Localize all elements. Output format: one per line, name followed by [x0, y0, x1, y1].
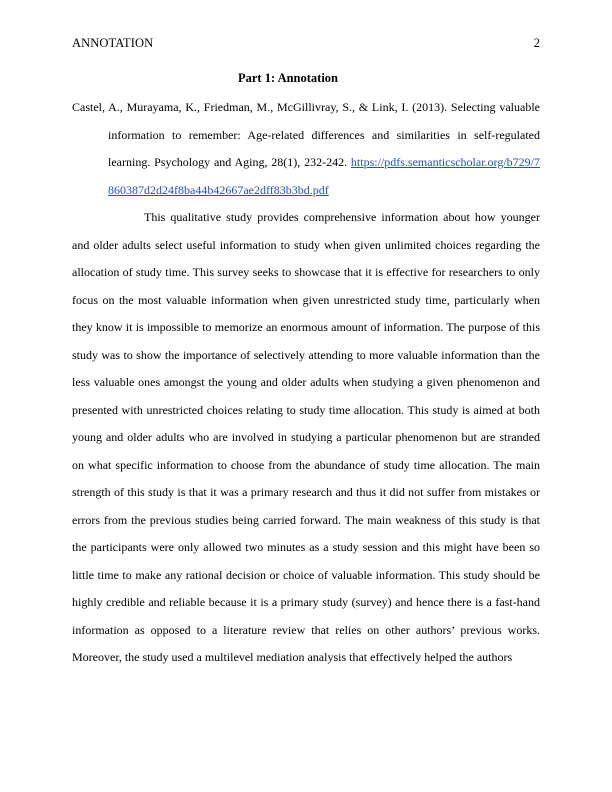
document-body [72, 94, 540, 672]
annotation-paragraph: This qualitative study provides comprehensive information about how younger and older adults select useful information to study when given unlimited choices regarding the allocation of study time. This survey seeks to showcase that it is effective for researchers to only focus on the most valuable information when given unrestricted study time, particularly when they know it is impossible to memorize an enormous amount of information. The purpose of this study was to show the importance of selectively attending to more valuable information than the less valuable ones amongst the young and older adults when studying a given phenomenon and presented with unrestricted choices relating to study time allocation. This study is aimed at both young and older adults who are involved in studying a particular phenomenon but are stranded on what specific information to choose from the abundance of study time allocation. The main strength of this study is that it was a primary research and thus it did not suffer from mistakes or errors from the previous studies being carried forward. The main weakness of this study is that the participants were only allowed two minutes as a study session and this might have been so little time to make any rational decision or choice of valuable information. This study should be highly credible and reliable because it is a primary study (survey) and hence there is a fast-hand information as opposed to a literature review that relies on other authors’ previous works. Moreover, the study used a multilevel mediation analysis that effectively helped the authors [72, 210, 540, 664]
reference-link[interactable]: https://pdfs.semanticscholar.org/b729/7860387d2d24f8ba44b42667ae2dff83b3bd.pdf [108, 155, 540, 197]
reference-citation: Castel, A., Murayama, K., Friedman, M., McGillivray, S., & Link, I. (2013). Selecting valuable information to remember: Age-related differences and similarities in self-regulated learning. Psychology and Aging, 28(1), 232-242. [72, 100, 540, 169]
section-title: Part 1: Annotation [238, 71, 338, 85]
reference-entry [72, 94, 540, 204]
running-head: ANNOTATION [72, 36, 154, 50]
page-number: 2 [533, 36, 540, 50]
